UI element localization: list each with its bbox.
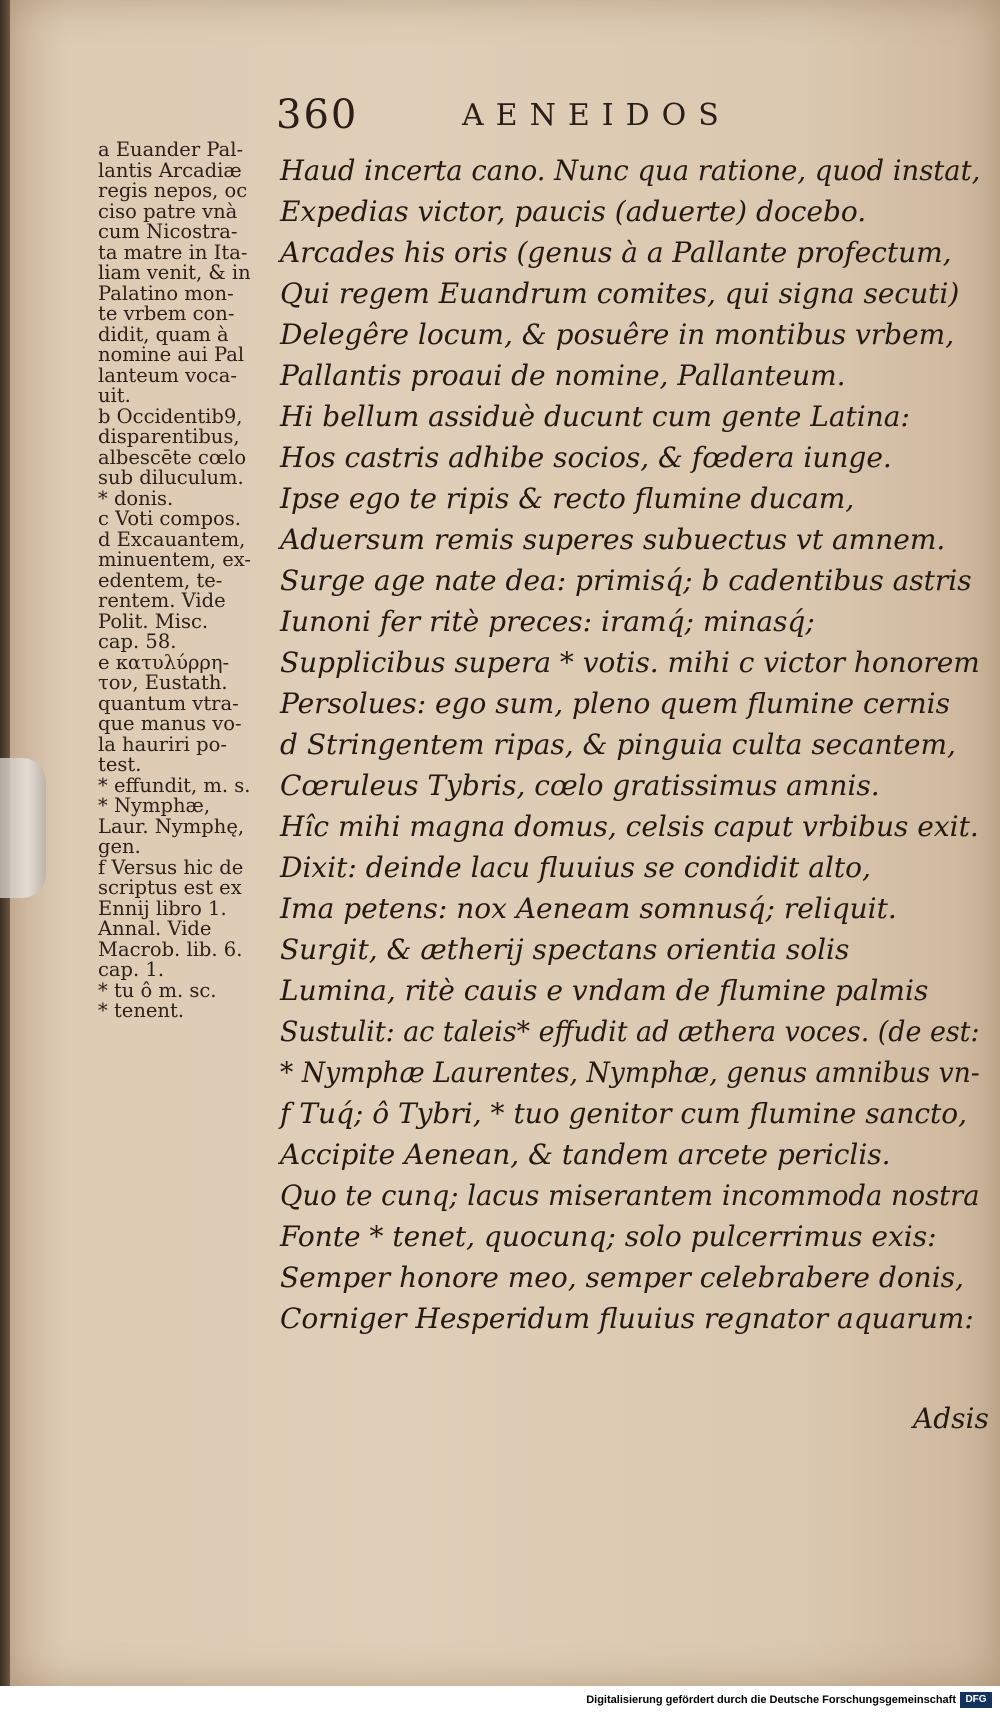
verse-line: Quo te cunq; lacus miserantem incommoda nostra [280,1179,980,1212]
margin-note-line: * donis. [98,486,174,510]
verse-line: Surgit, & ætherij spectans orientia solis [280,933,850,966]
margin-note-line: uit. [98,384,131,407]
margin-note-line: Laur. Nymphę, [98,814,245,838]
margin-note-line: scriptus est ex [98,876,242,899]
verse-line: Pallantis proaui de nomine, Pallanteum. [280,359,846,392]
verse-text [280,150,980,1339]
margin-note-line: quantum vtra- [98,691,239,715]
margin-note-line: Polit. Misc. [98,609,209,633]
verse-line: Supplicibus supera * votis. mihi c victor honorem [280,646,980,679]
verse-line: Iunoni fer ritè preces: iramq́; minasq́; [280,605,815,638]
margin-note-line: * Nymphæ, [98,794,211,817]
book-page [8,0,1000,1686]
margin-note-line: cum Nicostra- [98,220,238,243]
verse-line: Ipse ego te ripis & recto flumine ducam, [280,482,855,515]
verse-line: f Tuq́; ô Tybri, * tuo genitor cum flumine sancto, [280,1097,968,1130]
margin-note-line: que manus vo- [98,712,242,735]
margin-note-line: b Occidentib9, [98,404,243,428]
verse-line: Aduersum remis superes subuectus vt amnem. [280,523,946,556]
margin-note-line: ta matre in Ita- [98,240,248,264]
verse-line: Surge age nate dea: primisq́; b cadentibus astris [280,564,972,597]
verse-line: Lumina, ritè cauis e vndam de flumine palmis [280,974,929,1007]
margin-note-line: te vrbem con- [98,302,235,325]
margin-note-line: nomine aui Pal [98,343,245,366]
margin-note-line: c Voti compos. [98,507,242,530]
margin-note-line: sub diluculum. [98,466,244,489]
verse-line: Haud incerta cano. Nunc qua ratione, quod instat, [280,154,981,187]
margin-note-line: gen. [98,835,141,858]
verse-line: Accipite Aenean, & tandem arcete periclis. [280,1138,891,1171]
margin-note-line: regis nepos, oc [98,179,248,202]
verse-line: Hîc mihi magna domus, celsis caput vrbibus exit. [280,810,979,843]
verse-line: Delegêre locum, & posuêre in montibus vrbem, [280,318,955,351]
margin-note-line: e κατυλύρρη- [98,650,230,674]
page-header [276,92,796,136]
margin-note-line: test. [98,753,142,776]
verse-line: d Stringentem ripas, & pinguia culta secantem, [280,728,956,761]
verse-line: Cœruleus Tybris, cœlo gratissimus amnis. [280,769,880,802]
dfg-logo: DFG [960,1692,992,1708]
verse-line: * Nymphæ Laurentes, Nymphæ, genus amnibus vn- [280,1056,980,1089]
margin-note-line: Palatino mon- [98,281,234,305]
margin-note-line: Annal. Vide [98,917,212,940]
margin-note-line: lanteum voca- [98,363,237,387]
verse-line: Qui regem Euandrum comites, qui signa secuti) [280,277,960,310]
page-clip [0,758,46,898]
margin-notes [98,140,293,1022]
margin-note-line: * tenent. [98,999,185,1022]
margin-note-line: cap. 58. [98,630,177,653]
verse-line: Semper honore meo, semper celebrabere donis, [280,1261,964,1294]
verse-line: Ima petens: nox Aeneam somnusq́; reliquit. [280,892,897,925]
margin-note-line: albescēte cœlo [98,445,247,469]
margin-note-line: disparentibus, [98,425,240,448]
catchword: Adsis [913,1402,989,1435]
margin-note-line: τον, Eustath. [98,671,228,694]
margin-note-line: * effundit, m. s. [98,773,251,797]
margin-note-line: edentem, te- [98,568,223,592]
margin-note-line: f Versus hic de [98,855,244,879]
verse-line: Arcades his oris (genus à a Pallante profectum, [280,236,952,269]
margin-note-line: la hauriri po- [98,732,227,756]
margin-note-line: liam venit, & in [98,261,251,284]
verse-line: Persolues: ego sum, pleno quem flumine cernis [280,687,950,720]
margin-note-line: a Euander Pal- [98,138,244,161]
verse-line: Dixit: deinde lacu fluuius se condidit alto, [280,851,871,884]
verse-line: Hi bellum assiduè ducunt cum gente Latina: [280,400,910,433]
running-title: AENEIDOS [462,98,731,133]
margin-note-line: lantis Arcadiæ [98,158,242,182]
margin-note-line: minuentem, ex- [98,548,251,571]
margin-note-line: Ennij libro 1. [98,896,227,920]
digitization-footer [0,1686,1000,1715]
margin-note-line: d Excauantem, [98,527,246,551]
margin-note-line: Macrob. lib. 6. [98,937,243,961]
funding-notice: Digitalisierung gefördert durch die Deutsche Forschungsgemeinschaft [586,1694,956,1706]
margin-note-line: didit, quam à [98,322,229,346]
page-number: 360 [276,92,359,138]
margin-note-line: * tu ô m. sc. [98,978,217,1002]
margin-note-line: cap. 1. [98,958,165,981]
verse-line: Expedias victor, paucis (aduerte) docebo. [280,195,867,228]
margin-note-line: rentem. Vide [98,589,226,612]
verse-line: Sustulit: ac taleis* effudit ad æthera voces. (de est: [280,1015,980,1048]
verse-line: Corniger Hesperidum fluuius regnator aquarum: [280,1302,974,1335]
verse-line: Hos castris adhibe socios, & fœdera iunge. [280,441,892,474]
margin-note-line: ciso patre vnà [98,199,238,223]
verse-line: Fonte * tenet, quocunq; solo pulcerrimus exis: [280,1220,937,1253]
